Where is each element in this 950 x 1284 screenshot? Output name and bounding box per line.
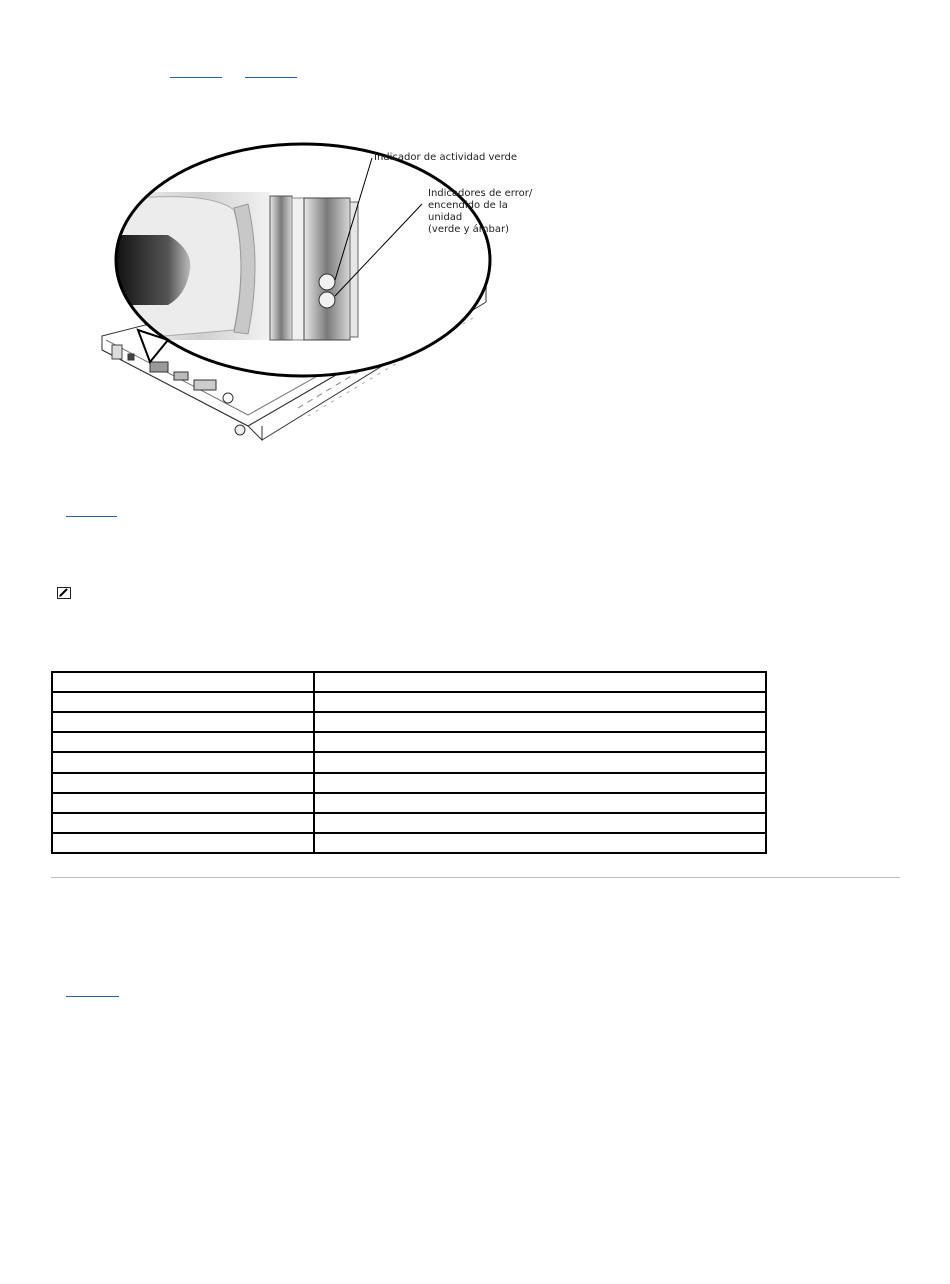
back-to-top-underline [66, 516, 117, 517]
table-cell [314, 773, 766, 793]
table-row [52, 692, 766, 712]
table-cell [314, 712, 766, 732]
top-link-next[interactable] [245, 62, 297, 78]
drive-indicators-figure [98, 140, 538, 450]
top-link-previous-underline [170, 77, 222, 78]
table-cell [52, 752, 314, 772]
table-cell [52, 773, 314, 793]
table-row [52, 672, 766, 692]
indicator-pattern-table [51, 671, 767, 854]
table-row [52, 773, 766, 793]
status-led-icon [319, 292, 335, 308]
table-cell [52, 732, 314, 752]
table-row [52, 833, 766, 853]
table-cell [314, 732, 766, 752]
table-row [52, 752, 766, 772]
back-to-top-underline-2 [66, 996, 119, 997]
table-cell [52, 672, 314, 692]
table-cell [314, 672, 766, 692]
table-row [52, 712, 766, 732]
table-cell [52, 813, 314, 833]
table-cell [52, 692, 314, 712]
table-cell [52, 793, 314, 813]
table-row [52, 732, 766, 752]
activity-led-icon [319, 274, 335, 290]
table-cell [52, 712, 314, 732]
table-row [52, 813, 766, 833]
table-cell [314, 813, 766, 833]
magnified-drive-view [98, 140, 538, 450]
callout-activity-label: Indicador de actividad verde [374, 152, 518, 163]
back-to-top-link-2[interactable] [66, 981, 119, 997]
server-drive-illustration [98, 140, 538, 450]
back-to-top-link[interactable] [66, 501, 117, 517]
callout-status-label: Indicadores de error/ encendido de la unidad (verde y ámbar) [428, 188, 533, 235]
table-cell [52, 833, 314, 853]
table-cell [314, 692, 766, 712]
top-link-next-underline [245, 77, 297, 78]
section-divider [51, 877, 900, 878]
table-cell [314, 833, 766, 853]
table-cell [314, 752, 766, 772]
table-cell [314, 793, 766, 813]
top-link-previous[interactable] [170, 62, 222, 78]
table-row [52, 793, 766, 813]
note-pencil-icon [57, 586, 71, 598]
